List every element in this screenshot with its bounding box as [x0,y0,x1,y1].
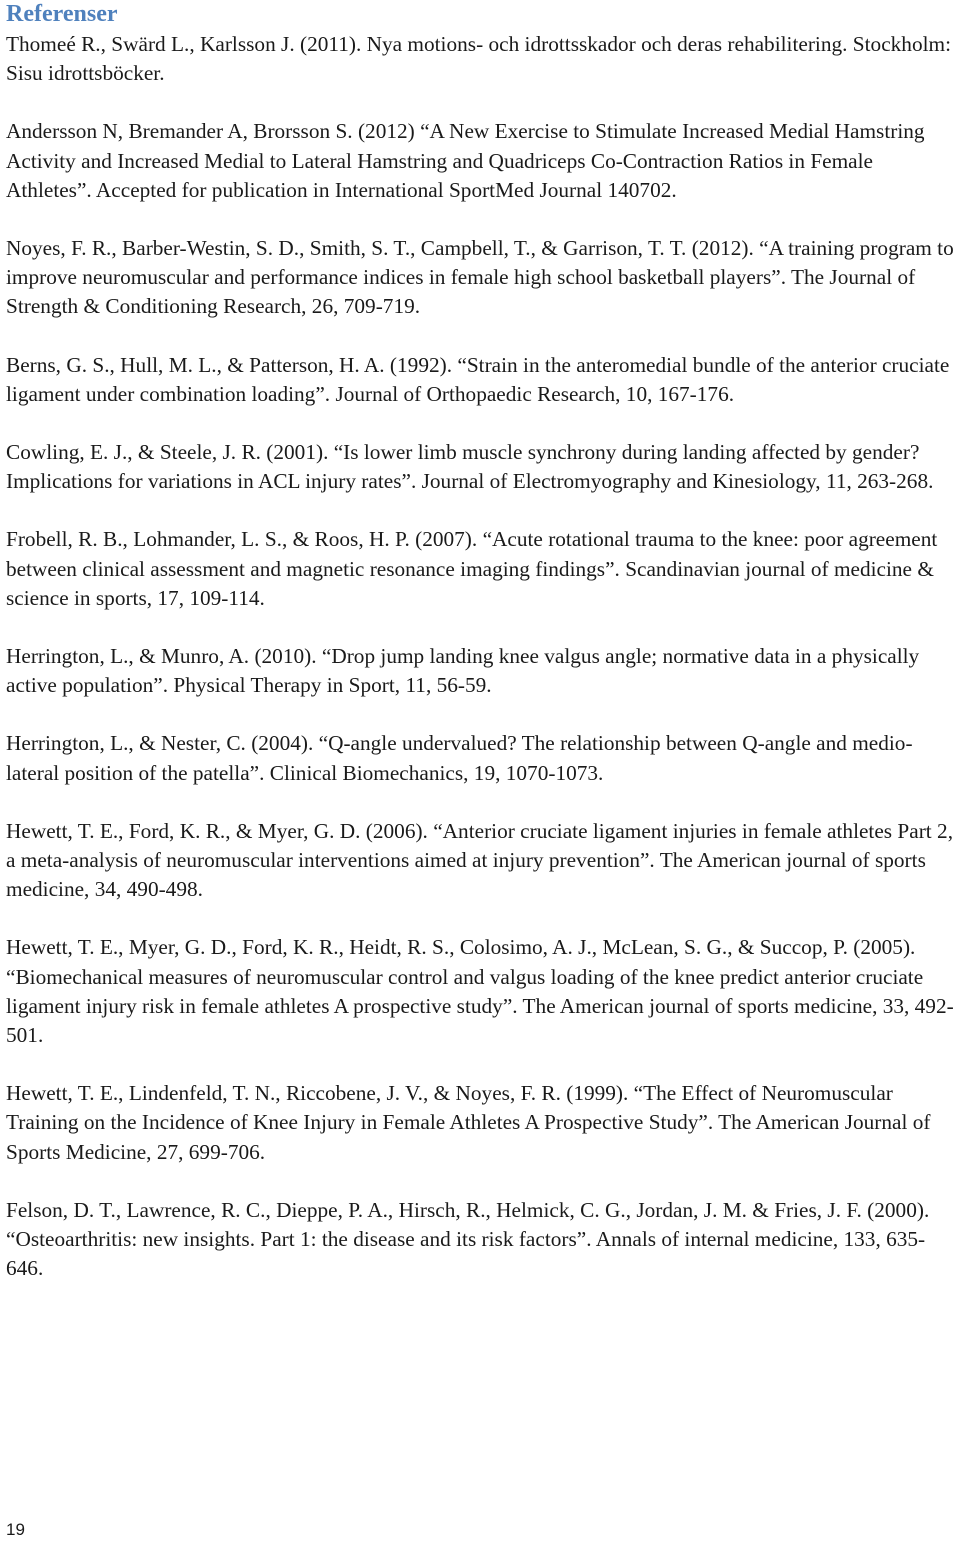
reference-source: The American journal of sports medicine, 34, 490-498. [6,848,926,902]
reference-authors: Frobell, R. B., Lohmander, L. S., & Roos, H. P. (2007). [6,527,478,552]
reference-title: “Q-angle undervalued? The relationship between Q-angle and medio-lateral position of the patella”. [6,731,913,785]
document-page [6,0,960,1313]
reference-authors: Noyes, F. R., Barber-Westin, S. D., Smith, S. T., Campbell, T., & Garrison, T. T. (2012). [6,236,754,261]
reference-entry [6,117,960,205]
reference-authors: Herrington, L., & Munro, A. (2010). [6,644,317,669]
reference-authors: Andersson N, Bremander A, Brorsson S. (2012) [6,119,415,144]
reference-entry [6,642,960,700]
reference-authors: Cowling, E. J., & Steele, J. R. (2001). [6,440,329,465]
reference-source: The Journal of Strength & Conditioning Research, 26, 709-719. [6,265,916,319]
reference-authors: Hewett, T. E., Myer, G. D., Ford, K. R., Heidt, R. S., Colosimo, A. J., McLean, S. G., & Succop, P. (2005). [6,935,916,960]
reference-entry [6,438,960,496]
reference-authors: Hewett, T. E., Lindenfeld, T. N., Riccobene, J. V., & Noyes, F. R. (1999). [6,1081,629,1106]
reference-title: “A training program to improve neuromuscular and performance indices in female high school basketball players”. [6,236,954,290]
reference-entry [6,30,960,88]
reference-entry [6,234,960,322]
reference-source: Accepted for publication in International SportMed Journal 140702. [95,177,677,202]
reference-source: The American journal of sports medicine, 33, 492-501. [6,993,954,1048]
reference-source: Journal of Orthopaedic Research, 10, 167-176. [335,381,735,406]
reference-source: Annals of internal medicine, 133, 635-646. [6,1227,926,1281]
reference-authors: Thomeé R., Swärd L., Karlsson J. (2011). [6,32,362,56]
reference-entry [6,525,960,613]
reference-source: Scandinavian journal of medicine & science in sports, 17, 109-114. [6,556,934,610]
reference-title: Nya motions- och idrottsskador och deras rehabilitering. [366,32,848,56]
reference-entry [6,1196,960,1284]
reference-source: The American Journal of Sports Medicine, 27, 699-706. [6,1110,931,1164]
reference-entry [6,817,960,905]
reference-source: Clinical Biomechanics, 19, 1070-1073. [269,760,604,785]
reference-title: “Osteoarthritis: new insights. Part 1: the disease and its risk factors”. [6,1227,592,1252]
section-heading: Referenser [6,1,118,27]
reference-authors: Felson, D. T., Lawrence, R. C., Dieppe, P. A., Hirsch, R., Helmick, C. G., Jordan, J. M. & Fries, J. F. (2000). [6,1197,930,1222]
reference-authors: Hewett, T. E., Ford, K. R., & Myer, G. D. (2006). [6,818,428,843]
reference-authors: Berns, G. S., Hull, M. L., & Patterson, H. A. (1992). [6,352,453,377]
reference-entry [6,729,960,787]
reference-entry [6,351,960,409]
reference-title: “Biomechanical measures of neuromuscular control and valgus loading of the knee predict anterior cruciate ligament injury risk in female athletes A prospective study”. [6,964,924,1018]
reference-entry [6,1079,960,1167]
reference-title: “Strain in the anteromedial bundle of the anterior cruciate ligament under combination loading”. [6,352,950,406]
reference-authors: Herrington, L., & Nester, C. (2004). [6,731,314,756]
reference-title: “Is lower limb muscle synchrony during landing affected by gender? Implications for variations in ACL injury rates”. [6,440,920,494]
reference-source: Journal of Electromyography and Kinesiology, 11, 263-268. [421,469,934,494]
reference-title: “Drop jump landing knee valgus angle; normative data in a physically active population”. [6,644,920,698]
reference-title: “Anterior cruciate ligament injuries in female athletes Part 2, a meta-analysis of neuromuscular interventions aimed at injury prevention”. [6,818,954,873]
page-number: 19 [6,1520,25,1539]
reference-source: Stockholm: Sisu idrottsböcker. [6,32,952,86]
reference-title: “Acute rotational trauma to the knee: poor agreement between clinical assessment and magnetic resonance imaging findings”. [6,527,938,581]
reference-title: “A New Exercise to Stimulate Increased Medial Hamstring Activity and Increased Medial to Lateral Hamstring and Quadriceps Co-Contraction Ratios in Female Athletes”. [6,119,925,202]
reference-title: “The Effect of Neuromuscular Training on the Incidence of Knee Injury in Female Athletes A Prospective Study”. [6,1081,893,1135]
reference-source: Physical Therapy in Sport, 11, 56-59. [173,673,492,698]
reference-entry [6,933,960,1050]
